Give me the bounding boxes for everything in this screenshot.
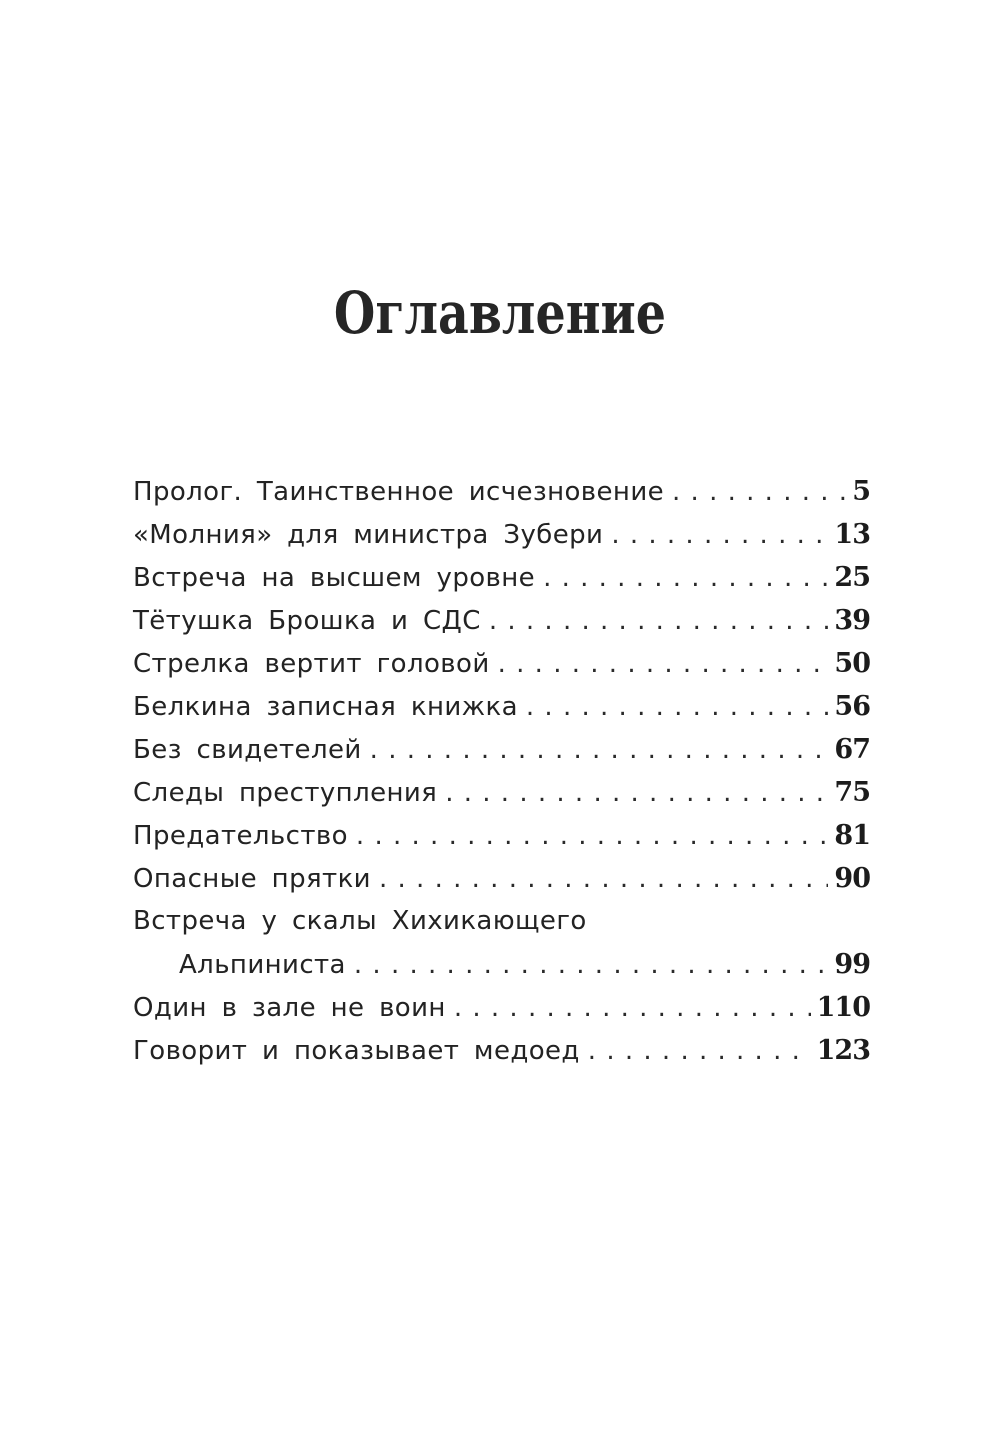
toc-page-number: 99 <box>834 949 870 980</box>
toc-page-number: 90 <box>834 863 870 894</box>
toc-dot-leader <box>672 471 846 514</box>
toc-page-number: 50 <box>834 648 870 679</box>
toc-entry-first-line[interactable] <box>133 900 870 943</box>
toc-entry-title: Белкина записная книжка <box>133 692 518 722</box>
toc-entry-title: Опасные прятки <box>133 864 371 894</box>
toc-dot-leader <box>370 729 829 772</box>
toc-entry[interactable] <box>133 728 870 771</box>
toc-entry[interactable] <box>133 556 870 599</box>
toc-entry-title: Говорит и показывает медоед <box>133 1036 580 1066</box>
toc-entry-title: Без свидетелей <box>133 735 362 765</box>
toc-page-number: 13 <box>834 519 870 550</box>
toc-entry-title-continued: Альпиниста <box>179 950 346 980</box>
toc-entry-title: Следы преступления <box>133 778 438 808</box>
toc-entry[interactable] <box>133 470 870 513</box>
toc-entry-title: Стрелка вертит головой <box>133 649 490 679</box>
toc-entry-title: Встреча на высшем уровне <box>133 563 536 593</box>
toc-entry-title: Предательство <box>133 821 348 851</box>
toc-entry[interactable] <box>133 513 870 556</box>
toc-entry-title: Пролог. Таинственное исчезновение <box>133 477 665 507</box>
toc-dot-leader <box>611 514 828 557</box>
toc-entry[interactable] <box>133 771 870 814</box>
page-title: Оглавление <box>333 278 667 347</box>
toc-page-number: 67 <box>834 734 870 765</box>
toc-page-number: 56 <box>834 691 870 722</box>
toc-entry[interactable] <box>133 1029 870 1072</box>
toc-entry-title: Один в зале не воин <box>133 993 446 1023</box>
toc-entry[interactable] <box>133 599 870 642</box>
toc-entry-title: «Молния» для министра Зубери <box>133 520 604 550</box>
toc-dot-leader <box>543 557 828 600</box>
toc-dot-leader <box>489 600 829 643</box>
toc-dot-leader <box>445 772 828 815</box>
toc-dot-leader <box>588 1030 811 1073</box>
toc-page-number: 81 <box>834 820 870 851</box>
toc-entry-continuation[interactable] <box>133 943 870 986</box>
toc-entry[interactable] <box>133 814 870 857</box>
toc-dot-leader <box>379 858 828 901</box>
toc-dot-leader <box>354 944 829 987</box>
toc-dot-leader <box>356 815 829 858</box>
table-of-contents <box>133 470 870 1072</box>
toc-entry[interactable] <box>133 986 870 1029</box>
toc-entry-title: Тётушка Брошка и СДС <box>133 606 481 636</box>
toc-entry[interactable] <box>133 642 870 685</box>
toc-page-number: 110 <box>816 992 870 1023</box>
toc-page-number: 123 <box>816 1035 870 1066</box>
toc-dot-leader <box>454 987 811 1030</box>
toc-entry[interactable] <box>133 857 870 900</box>
toc-dot-leader <box>526 686 829 729</box>
toc-entry[interactable] <box>133 685 870 728</box>
toc-page-number: 25 <box>834 562 870 593</box>
toc-page-number: 39 <box>834 605 870 636</box>
toc-dot-leader <box>498 643 829 686</box>
toc-page-number: 75 <box>834 777 870 808</box>
toc-page-number: 5 <box>852 476 870 507</box>
toc-entry-title: Встреча у скалы Хихикающего <box>133 906 587 936</box>
